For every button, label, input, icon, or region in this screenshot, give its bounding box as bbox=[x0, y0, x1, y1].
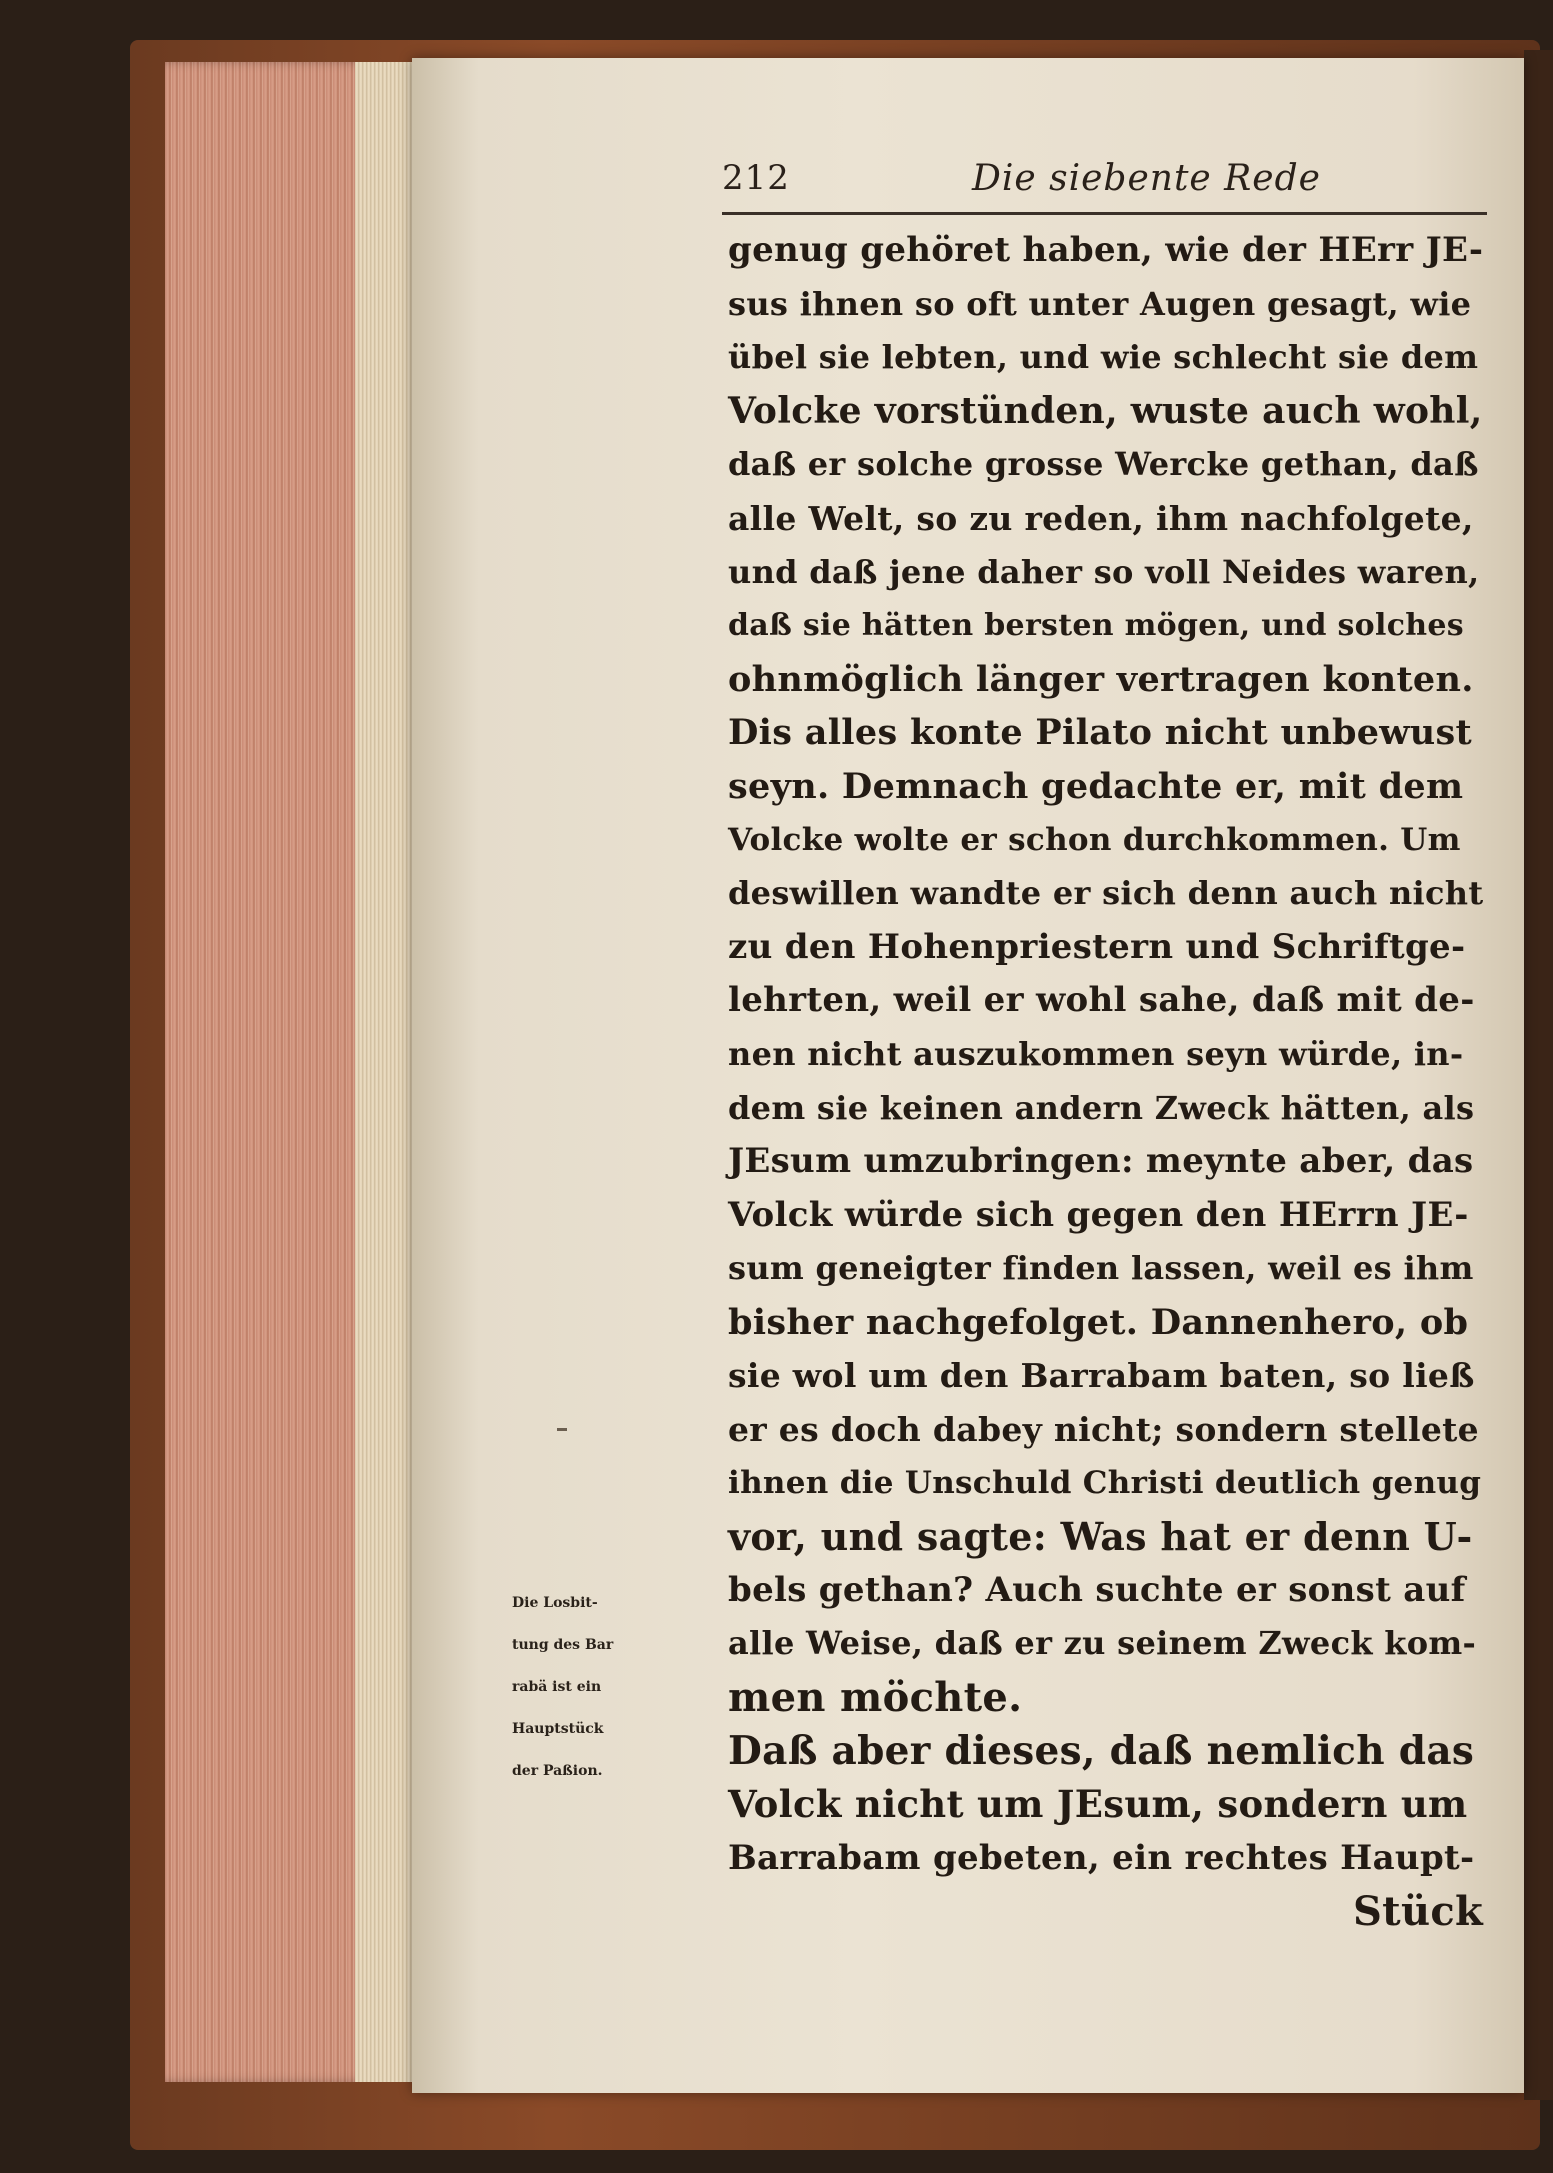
text-line: sie wol um den Barrabam baten, so ließ bbox=[728, 1356, 1475, 1396]
text-line: lehrten, weil er wohl sahe, daß mit de- bbox=[728, 980, 1475, 1021]
body-text bbox=[728, 224, 1483, 1939]
page-header bbox=[722, 158, 1482, 208]
right-binding bbox=[1524, 50, 1553, 2100]
margin-note-line: Die Losbit- bbox=[512, 1595, 598, 1611]
page-number: 212 bbox=[722, 158, 790, 198]
text-line: Volck würde sich gegen den HErrn JE- bbox=[728, 1194, 1469, 1235]
text-line: zu den Hohenpriestern und Schriftge- bbox=[728, 926, 1466, 967]
text-line: JEsum umzubringen: meynte aber, das bbox=[728, 1141, 1474, 1182]
text-line: Stück bbox=[1352, 1888, 1483, 1936]
text-line: und daß jene daher so voll Neides waren, bbox=[728, 552, 1480, 591]
text-line: men möchte. bbox=[728, 1674, 1023, 1722]
text-line: nen nicht auszukommen seyn würde, in- bbox=[728, 1034, 1464, 1073]
text-line: bisher nachgefolget. Dannenhero, ob bbox=[728, 1301, 1469, 1343]
margin-note-line: Hauptstück bbox=[512, 1721, 604, 1737]
text-line: Daß aber dieses, daß nemlich das bbox=[728, 1727, 1475, 1774]
text-line: dem sie keinen andern Zweck hätten, als bbox=[728, 1088, 1475, 1127]
page-stack-edge bbox=[355, 62, 415, 2082]
text-line: alle Welt, so zu reden, ihm nachfolgete, bbox=[728, 498, 1474, 538]
text-line: daß sie hätten bersten mögen, und solches bbox=[728, 608, 1464, 644]
text-line: Barrabam gebeten, ein rechtes Haupt- bbox=[728, 1837, 1475, 1878]
header-rule bbox=[722, 212, 1487, 215]
text-line: Volck nicht um JEsum, sondern um bbox=[728, 1782, 1468, 1827]
text-line: sus ihnen so oft unter Augen gesagt, wie bbox=[728, 284, 1472, 323]
text-line: übel sie lebten, und wie schlecht sie dem bbox=[728, 338, 1479, 377]
margin-note-line: tung des Bar bbox=[512, 1637, 614, 1653]
text-line: Dis alles konte Pilato nicht unbewust bbox=[728, 712, 1472, 754]
margin-mark bbox=[557, 1428, 567, 1431]
text-line: seyn. Demnach gedachte er, mit dem bbox=[728, 765, 1464, 807]
text-line: ihnen die Unschuld Christi deutlich genug bbox=[728, 1464, 1482, 1501]
margin-note bbox=[512, 1582, 722, 1792]
text-line: daß er solche grosse Wercke gethan, daß bbox=[728, 445, 1479, 484]
text-line: Volcke wolte er schon durchkommen. Um bbox=[728, 821, 1461, 858]
margin-note-line: rabä ist ein bbox=[512, 1679, 602, 1695]
text-line: Volcke vorstünden, wuste auch wohl, bbox=[728, 389, 1483, 432]
text-line: er es doch dabey nicht; sondern stellete bbox=[728, 1410, 1479, 1450]
text-line: bels gethan? Auch suchte er sonst auf bbox=[728, 1569, 1466, 1610]
text-line: genug gehöret haben, wie der HErr JE- bbox=[728, 230, 1484, 270]
text-line: deswillen wandte er sich denn auch nicht bbox=[728, 874, 1484, 913]
text-line: vor, und sagte: Was hat er denn U- bbox=[728, 1514, 1473, 1560]
running-head: Die siebente Rede bbox=[972, 158, 1321, 199]
text-line: ohnmöglich länger vertragen konten. bbox=[728, 658, 1474, 700]
text-line: sum geneigter finden lassen, weil es ihm bbox=[728, 1249, 1474, 1288]
text-line: alle Weise, daß er zu seinem Zweck kom- bbox=[728, 1624, 1477, 1663]
margin-note-line: der Paßion. bbox=[512, 1763, 603, 1779]
